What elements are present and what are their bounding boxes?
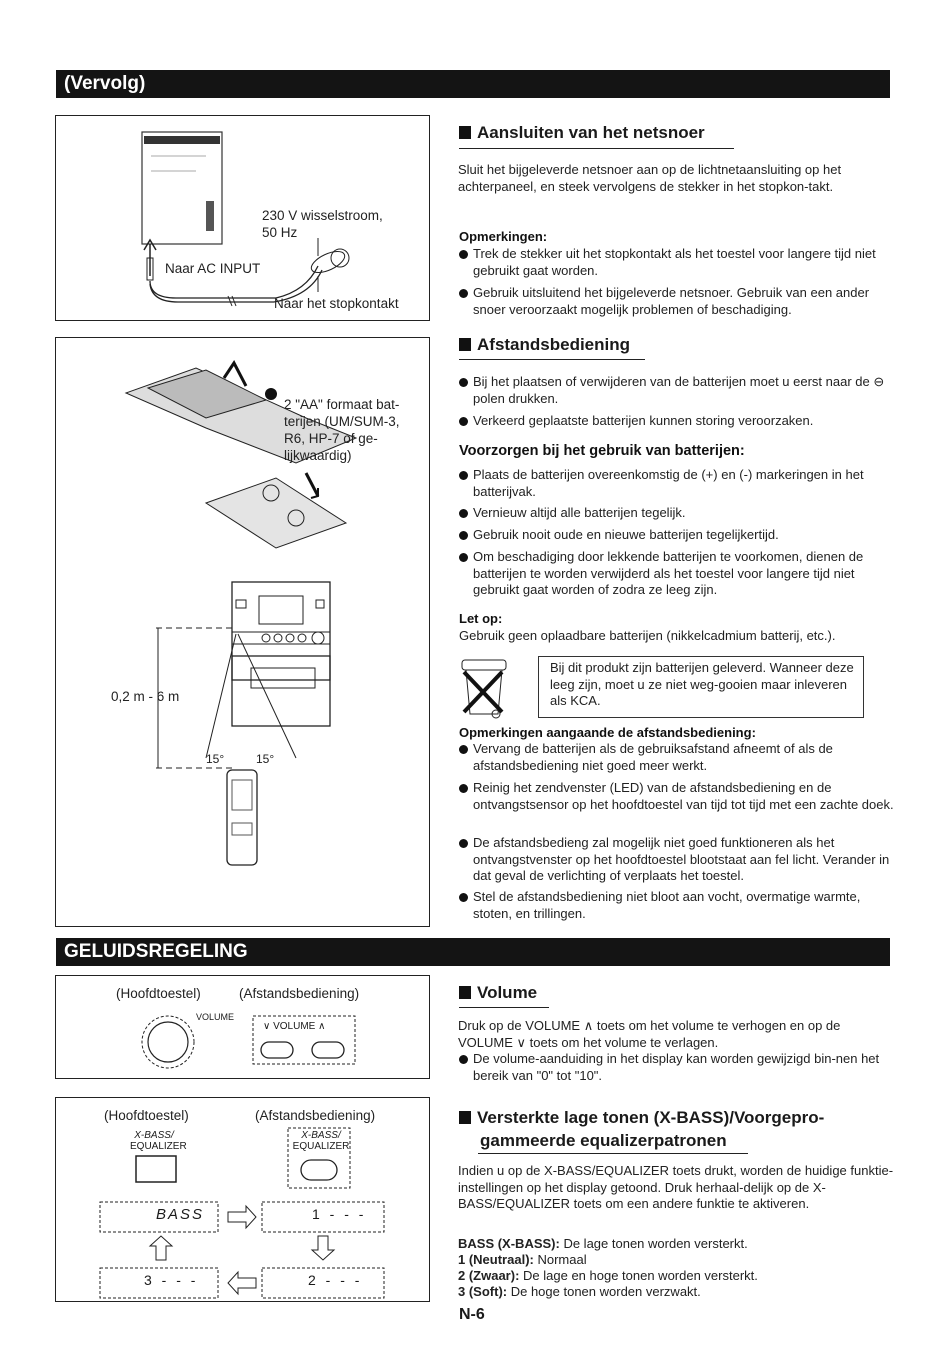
remark-text: Stel de afstandsbediening niet bloot aan vocht, overmatige warmte, stoten, en trillingen. [473, 889, 861, 921]
bullet-icon [459, 378, 468, 387]
remote-label: (Afstandsbediening) [255, 1108, 376, 1123]
banner-label: (Vervolg) [64, 73, 151, 94]
figure-remote-batteries [55, 337, 430, 927]
battery-spec-line: terijen (UM/SUM-3, [284, 414, 400, 429]
main-unit-label: (Hoofdtoestel) [104, 1108, 189, 1123]
precaution-text: Plaats de batterijen overeenkomstig de (+) en (-) markeringen in het batterijvak. [473, 467, 864, 499]
section-title-xbass [459, 1107, 899, 1129]
xbass-body: Indien u op de X-BASS/EQUALIZER toets drukt, worden de huidige funktie-instellingen op het display getoond. Druk herhaal-delijk op de X-BASS/EQUALIZER toets om een andere funktie te aktiveren. [458, 1163, 894, 1211]
xbass-line1: X-BASS/ [301, 1130, 341, 1141]
section-title-afstandsbediening [459, 335, 630, 355]
section-title-text: Aansluiten van het netsnoer [477, 123, 705, 142]
title-underline [478, 1153, 748, 1154]
remote-bullet [458, 413, 894, 430]
remark-text: Reinig het zendvenster (LED) van de afstandsbediening en de ontvangstsensor op het hoofdtoestel van tijd tot tijd met een zachte doek. [473, 780, 894, 812]
precaution-text: Om beschadiging door lekkende batterijen te voorkomen, dienen de batterijen te worden verwijderd als het toestel voor langere tijd niet gebruikt gaat worden of zodra ze leeg zijn. [473, 549, 864, 597]
mode-text: De lage tonen worden versterkt. [559, 1236, 748, 1251]
title-underline [459, 148, 734, 149]
netsnoer-body: Sluit het bijgeleverde netsnoer aan op de lichtnetaansluiting op het achterpaneel, en steek vervolgens de stekker in het stopkon-takt. [458, 162, 842, 194]
mode-text: De lage en hoge tonen worden versterkt. [519, 1268, 758, 1283]
bullet-icon [459, 509, 468, 518]
kca-text: Bij dit produkt zijn batterijen geleverd. Wanneer deze leeg zijn, moet u ze niet weg-gooien maar inleveren als KCA. [550, 660, 854, 708]
bullet-icon [459, 839, 468, 848]
section-title-volume [459, 983, 537, 1003]
bullet-icon [459, 250, 468, 259]
mode-label: 3 (Soft): [458, 1284, 508, 1299]
voltage-label: 230 V wisselstroom, [262, 208, 383, 223]
bullet-icon [459, 784, 468, 793]
xbass-mode [458, 1268, 894, 1285]
square-bullet-icon [459, 126, 471, 139]
page-number: N-6 [459, 1306, 485, 1323]
letop-title: Let op: [459, 611, 503, 626]
xbass-mode [458, 1284, 894, 1301]
banner-label: GELUIDSREGELING [64, 941, 254, 962]
remark-item [458, 889, 894, 922]
square-bullet-icon [459, 986, 471, 999]
battery-spec-line: R6, HP-7 of ge- [284, 431, 378, 446]
main-unit-label: (Hoofdtoestel) [116, 986, 201, 1001]
section-title-text: Afstandsbediening [477, 335, 631, 354]
mode-label: 2 (Zwaar): [458, 1268, 520, 1283]
note-text: Gebruik uitsluitend het bijgeleverde netsnoer. Gebruik van een ander snoer veroorzaakt mogelijk problemen of beschadiging. [473, 285, 870, 317]
remote-volume-label: VOLUME [273, 1021, 316, 1032]
battery-spec-line: 2 "AA" formaat bat- [284, 397, 400, 412]
precaution-item [458, 527, 894, 544]
chevron-up-icon: ∧ [315, 1021, 326, 1032]
volume-bullet [458, 1051, 894, 1084]
battery-spec-line: lijkwaardig) [284, 448, 352, 463]
precaution-item [458, 549, 894, 599]
mode-label: BASS (X-BASS): [458, 1236, 560, 1251]
precautions-title: Voorzorgen bij het gebruik van batterijen: [459, 443, 745, 459]
display-bass: BASS [156, 1206, 205, 1223]
note-text: Trek de stekker uit het stopkontakt als het toestel voor langere tijd niet gebruikt gaat worden. [473, 246, 876, 278]
remark-item [458, 835, 894, 885]
title-underline [459, 359, 645, 360]
section-banner-geluidsregeling [56, 938, 890, 966]
chevron-down-icon: ∨ [263, 1021, 274, 1032]
battery-disposal-icon [456, 656, 516, 720]
mode-text: De hoge tonen worden verzwakt. [507, 1284, 701, 1299]
volume-knob-label: VOLUME [196, 1012, 235, 1022]
bullet-text: De volume-aanduiding in het display kan worden gewijzigd bin-nen het bereik van "0" tot "10". [473, 1051, 880, 1083]
precaution-item [458, 467, 894, 500]
notes-title: Opmerkingen: [459, 229, 548, 244]
note-item [458, 285, 894, 318]
display-mode-1: 1 - - - [312, 1206, 367, 1222]
bullet-icon [459, 471, 468, 480]
mode-label: 1 (Neutraal): [458, 1252, 534, 1267]
socket-label: Naar het stopkontakt [274, 296, 399, 311]
bullet-icon [459, 745, 468, 754]
square-bullet-icon [459, 1111, 471, 1124]
section-title-line1: Versterkte lage tonen (X-BASS)/Voorgepro- [477, 1108, 825, 1127]
bullet-icon [459, 531, 468, 540]
remark-text: De afstandsbedieng zal mogelijk niet goed funktioneren als het ontvangstvenster op het hoofdtoestel blootstaat aan fel licht. Verander in dat geval de verlichting of verplaats het toestel. [473, 835, 890, 883]
section-title-xbass-line2: gammeerde equalizerpatronen [480, 1131, 727, 1150]
angle-right-label: 15° [256, 752, 275, 766]
remark-text: Vervang de batterijen als de gebruiksafstand afneemt of als de afstandsbediening niet goed meer werkt. [473, 741, 833, 773]
bullet-icon [459, 1055, 468, 1064]
bullet-text: Verkeerd geplaatste batterijen kunnen storing veroorzaken. [473, 413, 814, 428]
xbass-line2: EQUALIZER [130, 1141, 187, 1152]
remote-volume-keys [263, 1021, 325, 1032]
letop-text: Gebruik geen oplaadbare batterijen (nikkelcadmium batterij, etc.). [459, 628, 836, 643]
figure-power-cord [55, 115, 430, 321]
distance-label: 0,2 m - 6 m [111, 689, 180, 704]
precaution-text: Gebruik nooit oude en nieuwe batterijen tegelijkertijd. [473, 527, 779, 542]
figure-xbass [55, 1097, 430, 1302]
remote-label: (Afstandsbediening) [239, 986, 360, 1001]
title-underline [459, 1007, 549, 1008]
angle-left-label: 15° [206, 752, 225, 766]
display-mode-3: 3 - - - [144, 1272, 199, 1288]
display-mode-2: 2 - - - [308, 1272, 363, 1288]
bullet-icon [459, 417, 468, 426]
remarks-title: Opmerkingen aangaande de afstandsbediening: [459, 725, 756, 740]
remark-item [458, 741, 894, 774]
precaution-item [458, 505, 894, 522]
figure-volume [55, 975, 430, 1079]
kca-notice-box [538, 656, 864, 718]
ac-input-label: Naar AC INPUT [165, 261, 261, 276]
square-bullet-icon [459, 338, 471, 351]
frequency-label: 50 Hz [262, 225, 298, 240]
note-item [458, 246, 894, 279]
volume-controls-illustration [56, 976, 429, 1078]
xbass-line2: EQUALIZER [292, 1141, 350, 1152]
xbass-mode [458, 1252, 894, 1269]
section-title-text: Volume [477, 983, 538, 1002]
xbass-display-illustration [56, 1098, 429, 1301]
bullet-icon [459, 289, 468, 298]
battery-spec [284, 396, 429, 464]
bullet-icon [459, 553, 468, 562]
xbass-line1: X-BASS/ [134, 1130, 174, 1141]
remark-item [458, 780, 894, 813]
section-banner-vervolg [56, 70, 890, 98]
xbass-mode [458, 1236, 894, 1253]
volume-body: Druk op de VOLUME ∧ toets om het volume te verhogen en op de VOLUME ∨ toets om het volume te verlagen. [458, 1018, 841, 1050]
section-title-netsnoer [459, 123, 705, 143]
precaution-text: Vernieuw altijd alle batterijen tegelijk. [473, 505, 686, 520]
bullet-icon [459, 893, 468, 902]
mode-text: Normaal [533, 1252, 587, 1267]
bullet-text: Bij het plaatsen of verwijderen van de batterijen moet u eerst naar de ⊖ polen drukken. [473, 374, 885, 406]
remote-bullet [458, 374, 894, 407]
